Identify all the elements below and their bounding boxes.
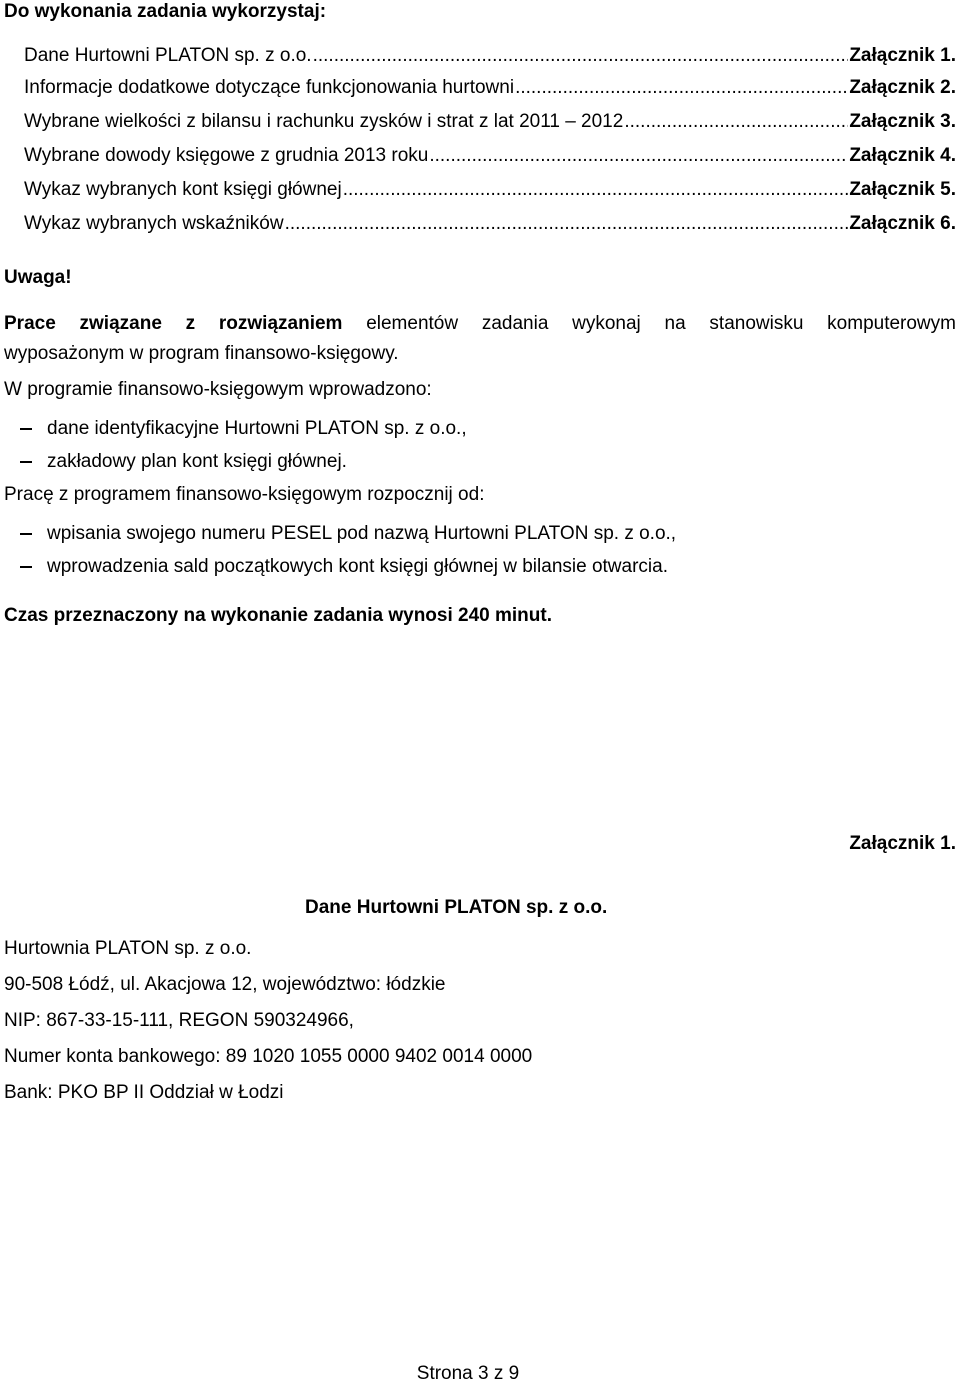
attachment-row-4 (24, 144, 956, 168)
dot-leader (343, 178, 849, 202)
annex-label: Załącznik 1. (849, 833, 956, 854)
attachment-row-6 (24, 212, 956, 236)
dot-leader (285, 212, 849, 236)
attachment-label: Wybrane wielkości z bilansu i rachunku zysków i strat z lat 2011 – 2012 (24, 111, 624, 132)
time-limit: Czas przeznaczony na wykonanie zadania wynosi 240 minut. (4, 605, 552, 626)
attachment-ref: Załącznik 5. (849, 179, 956, 200)
list-item: wprowadzenia sald początkowych kont księgi głównej w bilansie otwarcia. (47, 556, 668, 577)
section-title: Do wykonania zadania wykorzystaj: (4, 1, 327, 22)
dot-leader (624, 110, 848, 134)
page-number: Strona 3 z 9 (416, 1363, 520, 1384)
list-item: zakładowy plan kont księgi głównej. (47, 451, 347, 472)
note-paragraph-1 (4, 312, 956, 336)
note-emphasis: Prace związane z rozwiązaniem (4, 313, 343, 334)
note-paragraph-3: Pracę z programem finansowo-księgowym rozpocznij od: (4, 484, 485, 505)
attachment-label: Wykaz wybranych kont księgi głównej (24, 179, 342, 200)
attachment-ref: Załącznik 4. (849, 145, 956, 166)
attachment-ref: Załącznik 1. (849, 45, 956, 66)
annex-title: Dane Hurtowni PLATON sp. z o.o. (305, 897, 608, 918)
list-item: wpisania swojego numeru PESEL pod nazwą Hurtowni PLATON sp. z o.o., (47, 523, 677, 544)
dash-bullet (20, 461, 32, 463)
dash-bullet (20, 428, 32, 430)
dot-leader (313, 44, 849, 68)
company-bank-account: Numer konta bankowego: 89 1020 1055 0000 9402 0014 0000 (4, 1046, 533, 1067)
note-paragraph-1-line-2: wyposażonym w program finansowo-księgowy. (4, 343, 399, 364)
attachment-row-3 (24, 110, 956, 134)
attachment-label: Wykaz wybranych wskaźników (24, 213, 284, 234)
note-text: elementów zadania wykonaj na stanowisku komputerowym (342, 313, 956, 334)
attachment-ref: Załącznik 2. (849, 77, 956, 98)
company-bank: Bank: PKO BP II Oddział w Łodzi (4, 1082, 284, 1103)
attachment-row-5 (24, 178, 956, 202)
company-name: Hurtownia PLATON sp. z o.o. (4, 938, 252, 959)
list-item: dane identyfikacyjne Hurtowni PLATON sp. z o.o., (47, 418, 467, 439)
attachment-label: Informacje dodatkowe dotyczące funkcjonowania hurtowni (24, 77, 515, 98)
dot-leader (515, 76, 848, 100)
company-tax-ids: NIP: 867-33-15-111, REGON 590324966, (4, 1010, 354, 1031)
attachment-label: Wybrane dowody księgowe z grudnia 2013 roku (24, 145, 429, 166)
dash-bullet (20, 533, 32, 535)
attachment-row-1 (24, 44, 956, 68)
attachment-ref: Załącznik 6. (849, 213, 956, 234)
attachment-label: Dane Hurtowni PLATON sp. z o.o. (24, 45, 312, 66)
dot-leader (429, 144, 848, 168)
attachment-row-2 (24, 76, 956, 100)
attachment-ref: Załącznik 3. (849, 111, 956, 132)
dash-bullet (20, 566, 32, 568)
note-heading: Uwaga! (4, 267, 72, 288)
company-address: 90-508 Łódź, ul. Akacjowa 12, województwo: łódzkie (4, 974, 446, 995)
note-paragraph-2: W programie finansowo-księgowym wprowadzono: (4, 379, 432, 400)
